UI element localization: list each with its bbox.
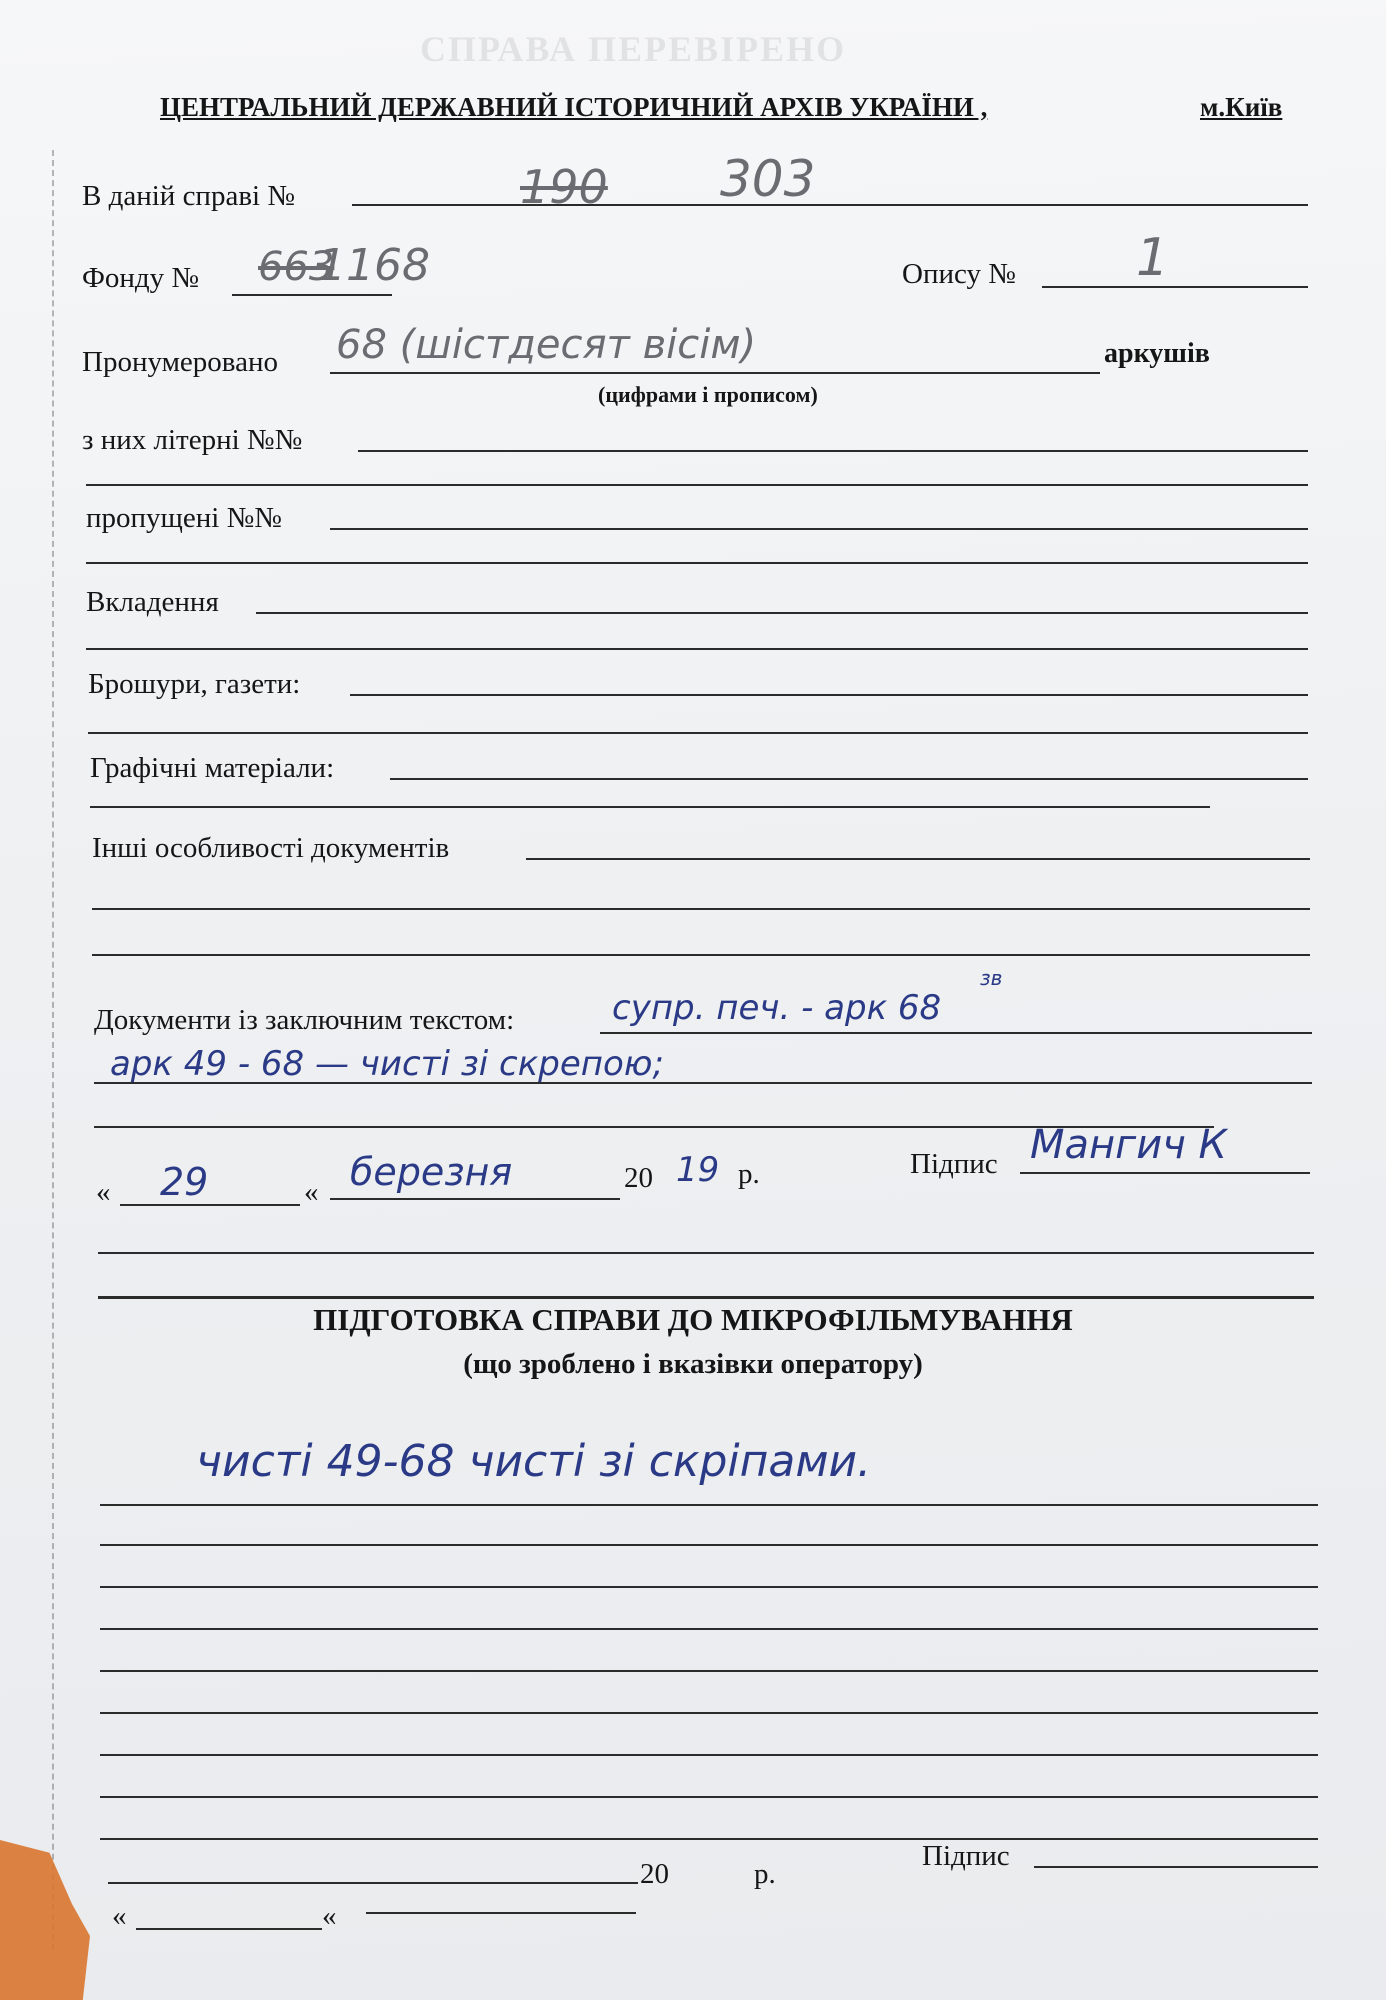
lettered-line-2: [86, 484, 1308, 486]
inventory-label: Опису №: [902, 258, 1016, 290]
sheets-label: аркушів: [1104, 338, 1210, 369]
s2-open-quote: «: [112, 1900, 127, 1932]
other-line-2: [92, 908, 1310, 910]
final-value-2: арк 49 - 68 — чисті зі скрепою;: [110, 1044, 664, 1084]
section-divider: [98, 1296, 1314, 1299]
skipped-line-2: [86, 562, 1308, 564]
archive-city: м.Київ: [1200, 92, 1283, 122]
final-value-1: супр. печ. - арк 68: [612, 988, 942, 1028]
case-old-number: 190: [520, 160, 608, 214]
section2-note: чисті 49-68 чисті зі скріпами.: [196, 1436, 872, 1487]
s2-line-3: [100, 1586, 1318, 1588]
other-line-3: [92, 954, 1310, 956]
s2-line-1: [100, 1504, 1318, 1506]
numbered-hint: (цифрами і прописом): [598, 382, 818, 407]
inventory-number: 1: [1136, 228, 1170, 288]
graphics-line-2: [90, 806, 1210, 808]
date-open-quote: «: [96, 1176, 111, 1208]
case-new-number: 303: [720, 150, 816, 208]
s2-line-7: [100, 1754, 1318, 1756]
s2-line-2: [100, 1544, 1318, 1546]
brochures-label: Брошури, газети:: [88, 668, 301, 700]
fund-line: [232, 294, 392, 296]
s2-day-line: [136, 1928, 322, 1930]
fund-new-number: 1168: [318, 240, 430, 291]
date-mid-quote: «: [304, 1176, 319, 1208]
graphics-line: [390, 778, 1308, 780]
archive-title: ЦЕНТРАЛЬНИЙ ДЕРЖАВНИЙ ІСТОРИЧНИЙ АРХІВ УКРАЇНИ ,: [160, 92, 988, 122]
s2-year-unit: р.: [754, 1858, 776, 1890]
s2-line-4: [100, 1628, 1318, 1630]
s2-signature-label: Підпис: [922, 1840, 1010, 1872]
s2-month-line: [366, 1912, 636, 1914]
inventory-line: [1042, 286, 1308, 288]
fold-line: [52, 150, 55, 1950]
s2-year-prefix: 20: [640, 1858, 669, 1890]
s2-line-8: [100, 1796, 1318, 1798]
case-line: [352, 204, 1308, 206]
final-label: Документи із заключним текстом:: [94, 1004, 515, 1036]
s2-line-5: [100, 1670, 1318, 1672]
date-day: 29: [160, 1160, 209, 1204]
graphics-label: Графічні матеріали:: [90, 752, 335, 784]
s2-line-9: [100, 1838, 1318, 1840]
date-month: березня: [350, 1150, 513, 1194]
case-label: В даній справі №: [82, 180, 295, 212]
final-value-sup: зв: [980, 966, 1003, 990]
lettered-line: [358, 450, 1308, 452]
date-year-suffix: 19: [676, 1150, 720, 1190]
s2-line-10: [108, 1882, 638, 1884]
show-through-text: СПРАВА ПЕРЕВІРЕНО: [420, 29, 847, 69]
final-line: [600, 1032, 1312, 1034]
date-year-unit: р.: [738, 1158, 760, 1190]
attachments-label: Вкладення: [86, 586, 219, 618]
date-month-line: [330, 1198, 620, 1200]
date-year-prefix: 20: [624, 1162, 653, 1194]
lettered-label: з них літерні №№: [82, 424, 303, 456]
date-line-2: [98, 1252, 1314, 1254]
signature-label: Підпис: [910, 1148, 998, 1180]
numbered-value: 68 (шістдесят вісім): [336, 322, 757, 368]
fund-label: Фонду №: [82, 262, 200, 294]
tape-piece: [0, 1840, 90, 2000]
skipped-label: пропущені №№: [86, 502, 282, 534]
s2-line-6: [100, 1712, 1318, 1714]
section2-title: ПІДГОТОВКА СПРАВИ ДО МІКРОФІЛЬМУВАННЯ: [313, 1302, 1073, 1337]
brochures-line: [350, 694, 1308, 696]
fund-old-number: 663: [258, 244, 335, 290]
brochures-line-2: [88, 732, 1308, 734]
numbered-label: Пронумеровано: [82, 346, 279, 378]
attachments-line-2: [86, 648, 1308, 650]
skipped-line: [330, 528, 1308, 530]
attachments-line: [256, 612, 1308, 614]
signature-line: [1020, 1172, 1310, 1174]
other-label: Інші особливості документів: [92, 832, 450, 864]
s2-mid-quote: «: [322, 1900, 337, 1932]
section2-subtitle: (що зроблено і вказівки оператору): [463, 1348, 923, 1380]
s2-signature-line: [1034, 1866, 1318, 1868]
numbered-line: [330, 372, 1100, 374]
other-line: [526, 858, 1310, 860]
date-day-line: [120, 1204, 300, 1206]
signature: Мангич К: [1030, 1122, 1227, 1168]
